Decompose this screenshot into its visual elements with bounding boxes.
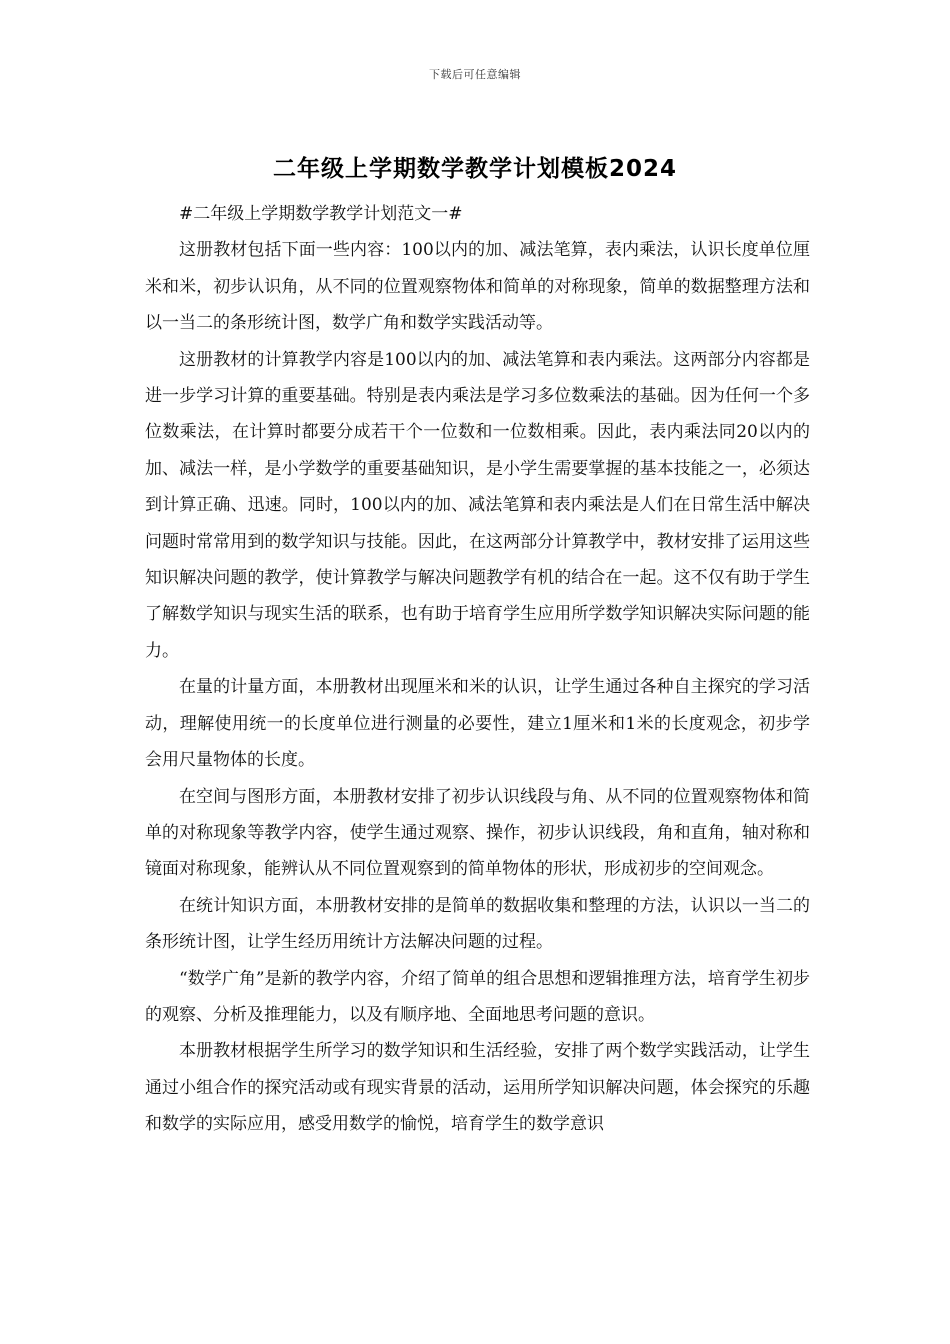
paragraph: 在空间与图形方面，本册教材安排了初步认识线段与角、从不同的位置观察物体和简单的对称现象等教学内容，使学生通过观察、操作，初步认识线段，角和直角，轴对称和镜面对称现象，能辨认从不同位置观察到的简单物体的形状，形成初步的空间观念。 bbox=[145, 786, 810, 880]
section-heading: #二年级上学期数学教学计划范文一# bbox=[179, 204, 463, 224]
header-note: 下载后可任意编辑 bbox=[429, 68, 521, 81]
document-body bbox=[145, 196, 810, 1143]
paragraph: 在统计知识方面，本册教材安排的是简单的数据收集和整理的方法，认识以一当二的条形统计图，让学生经历用统计方法解决问题的过程。 bbox=[145, 895, 810, 953]
paragraph: 在量的计量方面，本册教材出现厘米和米的认识，让学生通过各种自主探究的学习活动，理解使用统一的长度单位进行测量的必要性，建立1厘米和1米的长度观念，初步学会用尺量物体的长度。 bbox=[145, 677, 810, 771]
paragraph: 这册教材的计算教学内容是100以内的加、减法笔算和表内乘法。这两部分内容都是进一步学习计算的重要基础。特别是表内乘法是学习多位数乘法的基础。因为任何一个多位数乘法，在计算时都要分成若干个一位数和一位数相乘。因此，表内乘法同20以内的加、减法一样，是小学数学的重要基础知识，是小学生需要掌握的基本技能之一，必须达到计算正确、迅速。同时，100以内的加、减法笔算和表内乘法是人们在日常生活中解决问题时常常用到的数学知识与技能。因此，在这两部分计算教学中，教材安排了运用这些知识解决问题的教学，使计算教学与解决问题教学有机的结合在一起。这不仅有助于学生了解数学知识与现实生活的联系，也有助于培育学生应用所学数学知识解决实际问题的能力。 bbox=[145, 349, 810, 661]
paragraph: “数学广角”是新的教学内容，介绍了简单的组合思想和逻辑推理方法，培育学生初步的观察、分析及推理能力，以及有顺序地、全面地思考问题的意识。 bbox=[145, 968, 810, 1025]
document-title: 二年级上学期数学教学计划模板2024 bbox=[272, 156, 677, 182]
paragraph: 这册教材包括下面一些内容：100以内的加、减法笔算，表内乘法，认识长度单位厘米和米，初步认识角，从不同的位置观察物体和简单的对称现象，简单的数据整理方法和以一当二的条形统计图，数学广角和数学实践活动等。 bbox=[145, 240, 810, 334]
paragraph: 本册教材根据学生所学习的数学知识和生活经验，安排了两个数学实践活动，让学生通过小组合作的探究活动或有现实背景的活动，运用所学知识解决问题，体会探究的乐趣和数学的实际应用，感受用数学的愉悦，培育学生的数学意识 bbox=[145, 1041, 810, 1135]
